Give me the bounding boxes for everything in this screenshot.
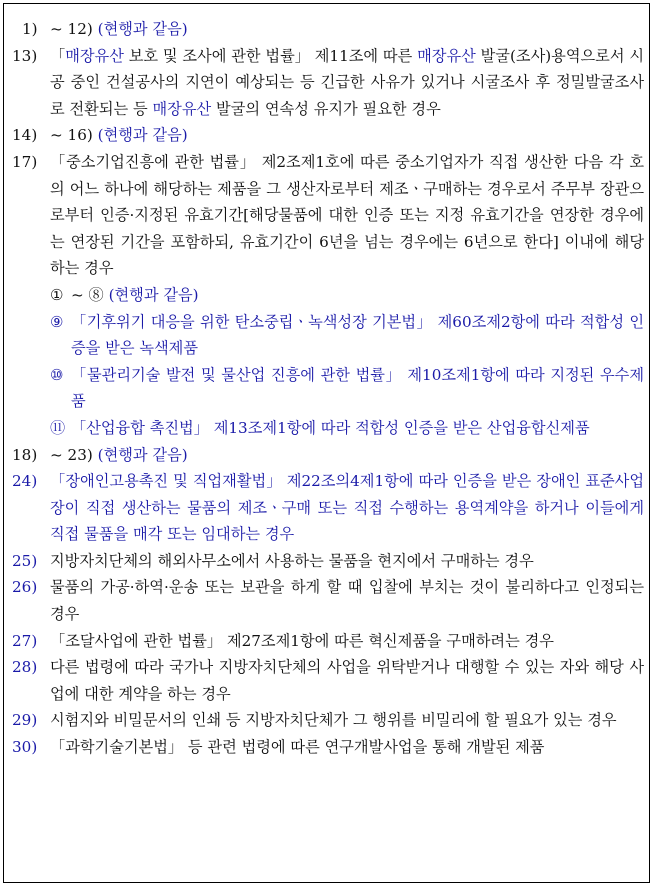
list-item bbox=[12, 628, 644, 655]
list-item bbox=[12, 43, 644, 123]
item-text: 발굴(조사)용역으로서 시공 중인 건설공사의 지연이 예상되는 등 긴급한 사유가 있거나 시굴조사 후 정밀발굴조사로 전환되는 등 bbox=[50, 46, 645, 118]
unchanged-note: (현행과 같음) bbox=[108, 285, 199, 304]
highlighted-term: 매장유산 bbox=[65, 46, 124, 65]
item-text: 「중소기업진흥에 관한 법률」 제2조제1호에 따른 중소기업자가 직접 생산한 다음 각 호의 어느 하나에 해당하는 제품을 그 생산자로부터 제조ㆍ구매하는 경우로서 주무부 장관으로부터 인증·지정된 유효기간[해당물품에 대한 인증 또는 지정 유효기간을 연장한 경우에는 연장된 기간을 포함하되, 유효기간이 6년을 넘는 경우에는 6년으로 한다] 이내에 해당하는 경우 bbox=[50, 152, 644, 278]
item-text: 지방자치단체의 해외사무소에서 사용하는 물품을 현지에서 구매하는 경우 bbox=[50, 551, 534, 570]
sub-item bbox=[12, 362, 644, 415]
list-item bbox=[12, 707, 644, 734]
sub-item-text: ~ ⑧ bbox=[71, 285, 104, 304]
item-number: 25) bbox=[12, 551, 38, 570]
item-text: 「장애인고용촉진 및 직업재활법」 제22조의4제1항에 따라 인증을 받은 장애인 표준사업장이 직접 생산하는 물품의 제조ㆍ구매 또는 직접 수행하는 용역계약을 하거나 이들에게 직접 물품을 매각 또는 임대하는 경우 bbox=[50, 472, 644, 544]
item-text: 발굴의 연속성 유지가 필요한 경우 bbox=[211, 99, 441, 118]
sub-item-text: 「산업융합 촉진법」 제13조제1항에 따라 적합성 인증을 받은 산업융합신제품 bbox=[71, 418, 590, 437]
sub-item-number: ⑨ bbox=[50, 312, 64, 331]
sub-item bbox=[12, 415, 644, 442]
list-item bbox=[12, 734, 644, 761]
sub-item-text: 「물관리기술 발전 및 물산업 진흥에 관한 법률」 제10조제1항에 따라 지정된 우수제품 bbox=[71, 365, 644, 411]
item-text: ~ 23) bbox=[50, 445, 93, 464]
sub-item bbox=[12, 309, 644, 362]
item-number: 18) bbox=[12, 445, 38, 464]
sub-item-number: ⑪ bbox=[50, 418, 66, 437]
item-text: 시험지와 비밀문서의 인쇄 등 지방자치단체가 그 행위를 비밀리에 할 필요가 있는 경우 bbox=[50, 711, 617, 730]
item-number: 17) bbox=[12, 152, 38, 171]
unchanged-note: (현행과 같음) bbox=[97, 20, 188, 38]
sub-item bbox=[12, 282, 644, 309]
item-text: ~ 12) bbox=[50, 20, 93, 38]
item-number: 26) bbox=[12, 578, 38, 597]
item-number: 1) bbox=[22, 20, 38, 38]
item-text: 「조달사업에 관한 법률」 제27조제1항에 따른 혁신제품을 구매하려는 경우 bbox=[50, 631, 554, 650]
item-text: ~ 16) bbox=[50, 126, 93, 145]
list-item bbox=[12, 548, 644, 575]
item-number: 13) bbox=[12, 46, 38, 65]
unchanged-note: (현행과 같음) bbox=[97, 126, 188, 145]
sub-item-number: ⑩ bbox=[50, 365, 64, 384]
item-number: 29) bbox=[12, 711, 38, 730]
item-text: 보호 및 조사에 관한 법률」 제11조에 따른 bbox=[123, 46, 418, 65]
highlighted-term: 매장유산 bbox=[417, 46, 476, 65]
item-text: 물품의 가공·하역·운송 또는 보관을 하게 할 때 입찰에 부치는 것이 불리하다고 인정되는 경우 bbox=[50, 578, 644, 624]
list-item bbox=[12, 574, 644, 627]
list-item bbox=[12, 122, 644, 149]
item-number: 27) bbox=[12, 631, 38, 650]
item-number: 28) bbox=[12, 658, 38, 677]
amendment-list bbox=[12, 16, 644, 761]
unchanged-note: (현행과 같음) bbox=[97, 445, 188, 464]
item-text: 「 bbox=[50, 46, 66, 65]
document-frame bbox=[3, 3, 650, 883]
list-item bbox=[12, 654, 644, 707]
list-item bbox=[12, 16, 644, 43]
item-text: 다른 법령에 따라 국가나 지방자치단체의 사업을 위탁받거나 대행할 수 있는 자와 해당 사업에 대한 계약을 하는 경우 bbox=[50, 658, 644, 703]
item-text: 「과학기술기본법」 등 관련 법령에 따른 연구개발사업을 통해 개발된 제품 bbox=[50, 738, 545, 757]
highlighted-term: 매장유산 bbox=[152, 99, 212, 118]
sub-item-text: 「기후위기 대응을 위한 탄소중립ㆍ녹색성장 기본법」 제60조제2항에 따라 적합성 인증을 받은 녹색제품 bbox=[71, 312, 644, 358]
sub-item-number: ① bbox=[50, 285, 64, 304]
list-item bbox=[12, 468, 644, 548]
item-number: 30) bbox=[12, 738, 38, 757]
item-number: 24) bbox=[12, 472, 38, 491]
list-item bbox=[12, 149, 644, 282]
list-item bbox=[12, 442, 644, 469]
item-number: 14) bbox=[12, 126, 38, 145]
